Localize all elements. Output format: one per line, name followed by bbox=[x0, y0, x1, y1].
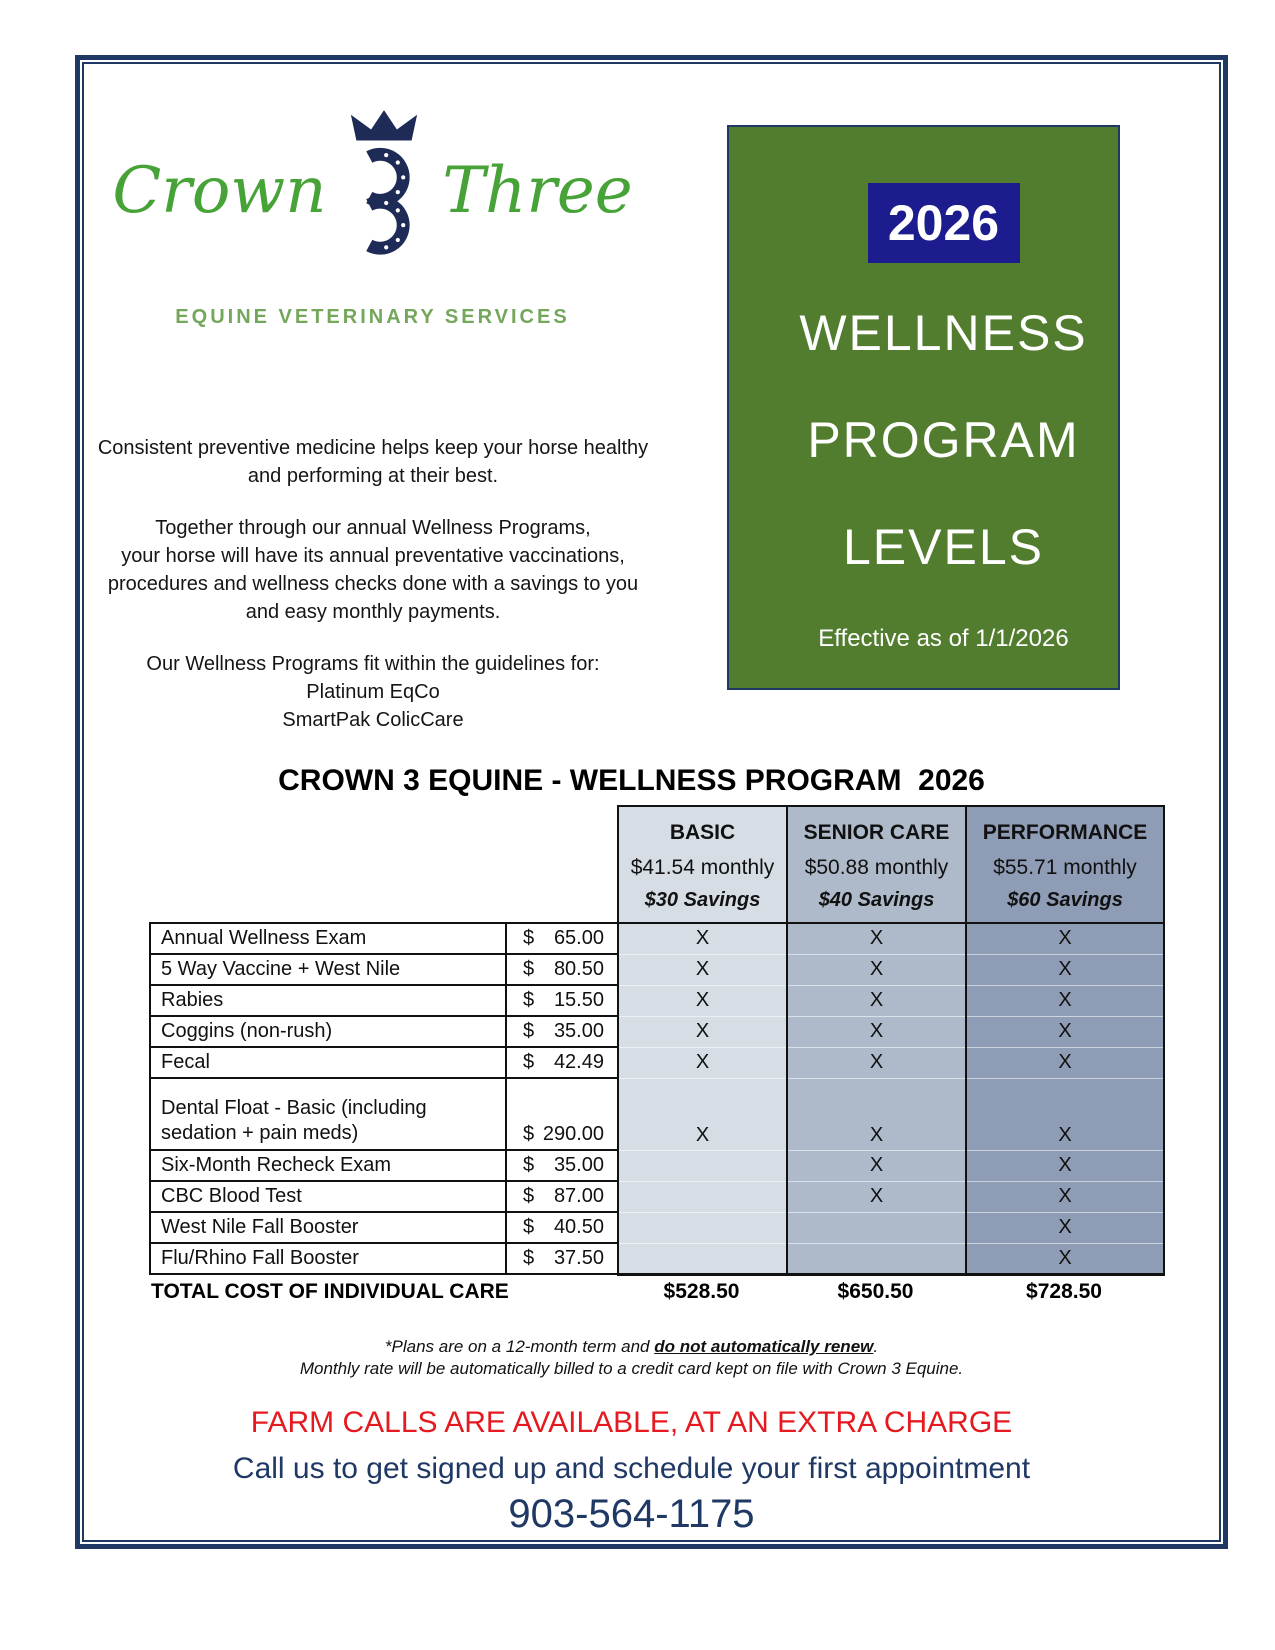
basic-mark-cell bbox=[618, 1150, 787, 1181]
service-name-cell: Dental Float - Basic (including sedation + pain meds) bbox=[150, 1078, 506, 1150]
senior-mark-cell: X bbox=[787, 985, 966, 1016]
plan-monthly-rate: $50.88 monthly bbox=[804, 856, 949, 879]
logo-word-three: Three bbox=[442, 153, 633, 228]
senior-mark-cell: X bbox=[787, 1016, 966, 1047]
table-row bbox=[150, 1212, 1164, 1243]
amount: 35.00 bbox=[553, 1020, 604, 1042]
performance-mark-cell: X bbox=[966, 1243, 1164, 1274]
senior-mark-cell: X bbox=[787, 954, 966, 985]
performance-mark-cell: X bbox=[966, 923, 1164, 954]
intro-line: procedures and wellness checks done with a savings to you bbox=[107, 573, 639, 595]
service-name-cell: Flu/Rhino Fall Booster bbox=[150, 1243, 506, 1274]
banner-year-badge: 2026 bbox=[868, 183, 1020, 263]
senior-mark-cell: X bbox=[787, 923, 966, 954]
basic-mark-cell bbox=[618, 1181, 787, 1212]
footnote-line-2: Monthly rate will be automatically billed to a credit card kept on file with Crown 3 Equine. bbox=[299, 1359, 964, 1378]
amount: 80.50 bbox=[553, 958, 604, 980]
performance-mark-cell: X bbox=[966, 954, 1164, 985]
amount: 37.50 bbox=[553, 1247, 604, 1269]
price-cell bbox=[506, 985, 618, 1016]
performance-mark-cell: X bbox=[966, 1150, 1164, 1181]
intro-line: your horse will have its annual preventative vaccinations, bbox=[121, 545, 625, 567]
currency: $ bbox=[523, 1123, 535, 1145]
service-name-cell: Six-Month Recheck Exam bbox=[150, 1150, 506, 1181]
farm-calls-notice: FARM CALLS ARE AVAILABLE, AT AN EXTRA CHARGE bbox=[250, 1406, 1013, 1439]
basic-mark-cell bbox=[618, 1212, 787, 1243]
senior-mark-cell: X bbox=[787, 1150, 966, 1181]
footnote-emphasis: do not automatically renew bbox=[654, 1337, 874, 1356]
wellness-program-table bbox=[149, 805, 1165, 1276]
plan-savings: $40 Savings bbox=[818, 889, 935, 911]
price-cell bbox=[506, 1078, 618, 1150]
logo bbox=[80, 103, 665, 278]
intro-line: Our Wellness Programs fit within the guidelines for: bbox=[146, 653, 600, 675]
table-title: CROWN 3 EQUINE - WELLNESS PROGRAM 2026 bbox=[278, 764, 985, 797]
basic-mark-cell: X bbox=[618, 1016, 787, 1047]
plan-monthly-rate: $41.54 monthly bbox=[630, 856, 775, 879]
performance-mark-cell: X bbox=[966, 1047, 1164, 1078]
currency: $ bbox=[523, 1247, 535, 1269]
price-cell bbox=[506, 1212, 618, 1243]
footnote-text: . bbox=[873, 1337, 879, 1356]
footnote bbox=[55, 1336, 1208, 1380]
intro-text bbox=[78, 410, 668, 758]
plan-savings: $60 Savings bbox=[1007, 889, 1123, 911]
price-cell bbox=[506, 1243, 618, 1274]
performance-mark-cell: X bbox=[966, 985, 1164, 1016]
table-row bbox=[150, 1243, 1164, 1274]
table-row bbox=[150, 1078, 1164, 1150]
table-header-row bbox=[150, 806, 1164, 923]
currency: $ bbox=[523, 1216, 535, 1238]
table-row bbox=[150, 1181, 1164, 1212]
footnote-line-1 bbox=[55, 1336, 1208, 1358]
total-row bbox=[149, 1280, 1163, 1304]
basic-mark-cell: X bbox=[618, 923, 787, 954]
amount: 40.50 bbox=[553, 1216, 604, 1238]
logo-word-crown: Crown bbox=[112, 153, 327, 228]
price-cell bbox=[506, 1181, 618, 1212]
currency: $ bbox=[523, 989, 535, 1011]
intro-line: SmartPak ColicCare bbox=[282, 709, 464, 731]
basic-mark-cell bbox=[618, 1243, 787, 1274]
total-basic: $528.50 bbox=[663, 1280, 740, 1303]
total-senior: $650.50 bbox=[837, 1280, 914, 1303]
price-cell bbox=[506, 954, 618, 985]
intro-line: and easy monthly payments. bbox=[245, 601, 501, 623]
table-row bbox=[150, 1150, 1164, 1181]
plan-monthly-rate: $55.71 monthly bbox=[993, 856, 1137, 879]
plan-name: SENIOR CARE bbox=[803, 821, 950, 844]
price-cell bbox=[506, 1016, 618, 1047]
column-header-performance bbox=[966, 806, 1164, 923]
performance-mark-cell: X bbox=[966, 1078, 1164, 1150]
price-cell bbox=[506, 1150, 618, 1181]
table-row bbox=[150, 985, 1164, 1016]
amount: 87.00 bbox=[553, 1185, 604, 1207]
intro-line: and performing at their best. bbox=[247, 465, 499, 487]
basic-mark-cell: X bbox=[618, 954, 787, 985]
basic-mark-cell: X bbox=[618, 1078, 787, 1150]
plan-savings: $30 Savings bbox=[644, 889, 761, 911]
senior-mark-cell: X bbox=[787, 1047, 966, 1078]
phone-number: 903-564-1175 bbox=[508, 1492, 755, 1536]
table-row bbox=[150, 954, 1164, 985]
amount: 42.49 bbox=[553, 1051, 604, 1073]
senior-mark-cell bbox=[787, 1243, 966, 1274]
currency: $ bbox=[523, 1020, 535, 1042]
column-header-senior-care bbox=[787, 806, 966, 923]
senior-mark-cell bbox=[787, 1212, 966, 1243]
banner-line-program: PROGRAM bbox=[807, 412, 1080, 468]
service-name-cell: Fecal bbox=[150, 1047, 506, 1078]
column-header-basic bbox=[618, 806, 787, 923]
table-row bbox=[150, 923, 1164, 954]
table-row bbox=[150, 1016, 1164, 1047]
service-name-cell: 5 Way Vaccine + West Nile bbox=[150, 954, 506, 985]
senior-mark-cell: X bbox=[787, 1078, 966, 1150]
service-name-cell: Coggins (non-rush) bbox=[150, 1016, 506, 1047]
service-name-cell: Annual Wellness Exam bbox=[150, 923, 506, 954]
service-name-cell: CBC Blood Test bbox=[150, 1181, 506, 1212]
wellness-banner bbox=[727, 125, 1120, 690]
footnote-text: *Plans are on a 12-month term and bbox=[384, 1337, 655, 1356]
header-empty-cell bbox=[150, 806, 506, 923]
currency: $ bbox=[523, 927, 535, 949]
intro-line: Platinum EqCo bbox=[306, 681, 440, 703]
banner-effective-date: Effective as of 1/1/2026 bbox=[818, 625, 1069, 652]
performance-mark-cell: X bbox=[966, 1016, 1164, 1047]
price-cell bbox=[506, 1047, 618, 1078]
amount: 290.00 bbox=[542, 1123, 604, 1145]
currency: $ bbox=[523, 1154, 535, 1176]
intro-line: Together through our annual Wellness Programs, bbox=[155, 517, 591, 539]
amount: 35.00 bbox=[553, 1154, 604, 1176]
basic-mark-cell: X bbox=[618, 985, 787, 1016]
performance-mark-cell: X bbox=[966, 1212, 1164, 1243]
header-empty-cell bbox=[506, 806, 618, 923]
service-name-cell: West Nile Fall Booster bbox=[150, 1212, 506, 1243]
currency: $ bbox=[523, 1185, 535, 1207]
currency: $ bbox=[523, 1051, 535, 1073]
plan-name: BASIC bbox=[669, 821, 736, 844]
service-name-cell: Rabies bbox=[150, 985, 506, 1016]
amount: 65.00 bbox=[553, 927, 604, 949]
banner-line-levels: LEVELS bbox=[842, 519, 1044, 575]
senior-mark-cell: X bbox=[787, 1181, 966, 1212]
logo-tagline: EQUINE VETERINARY SERVICES bbox=[175, 306, 570, 328]
intro-line: Consistent preventive medicine helps keep your horse healthy bbox=[97, 437, 649, 459]
call-us-line: Call us to get signed up and schedule your first appointment bbox=[232, 1452, 1031, 1485]
basic-mark-cell: X bbox=[618, 1047, 787, 1078]
currency: $ bbox=[523, 958, 535, 980]
crown-horseshoes-logo-icon bbox=[338, 106, 430, 261]
total-label: TOTAL COST OF INDIVIDUAL CARE bbox=[151, 1280, 509, 1303]
performance-mark-cell: X bbox=[966, 1181, 1164, 1212]
banner-line-wellness: WELLNESS bbox=[799, 305, 1088, 361]
total-performance: $728.50 bbox=[1026, 1280, 1102, 1303]
price-cell bbox=[506, 923, 618, 954]
table-row bbox=[150, 1047, 1164, 1078]
plan-name: PERFORMANCE bbox=[982, 821, 1148, 844]
amount: 15.50 bbox=[553, 989, 604, 1011]
